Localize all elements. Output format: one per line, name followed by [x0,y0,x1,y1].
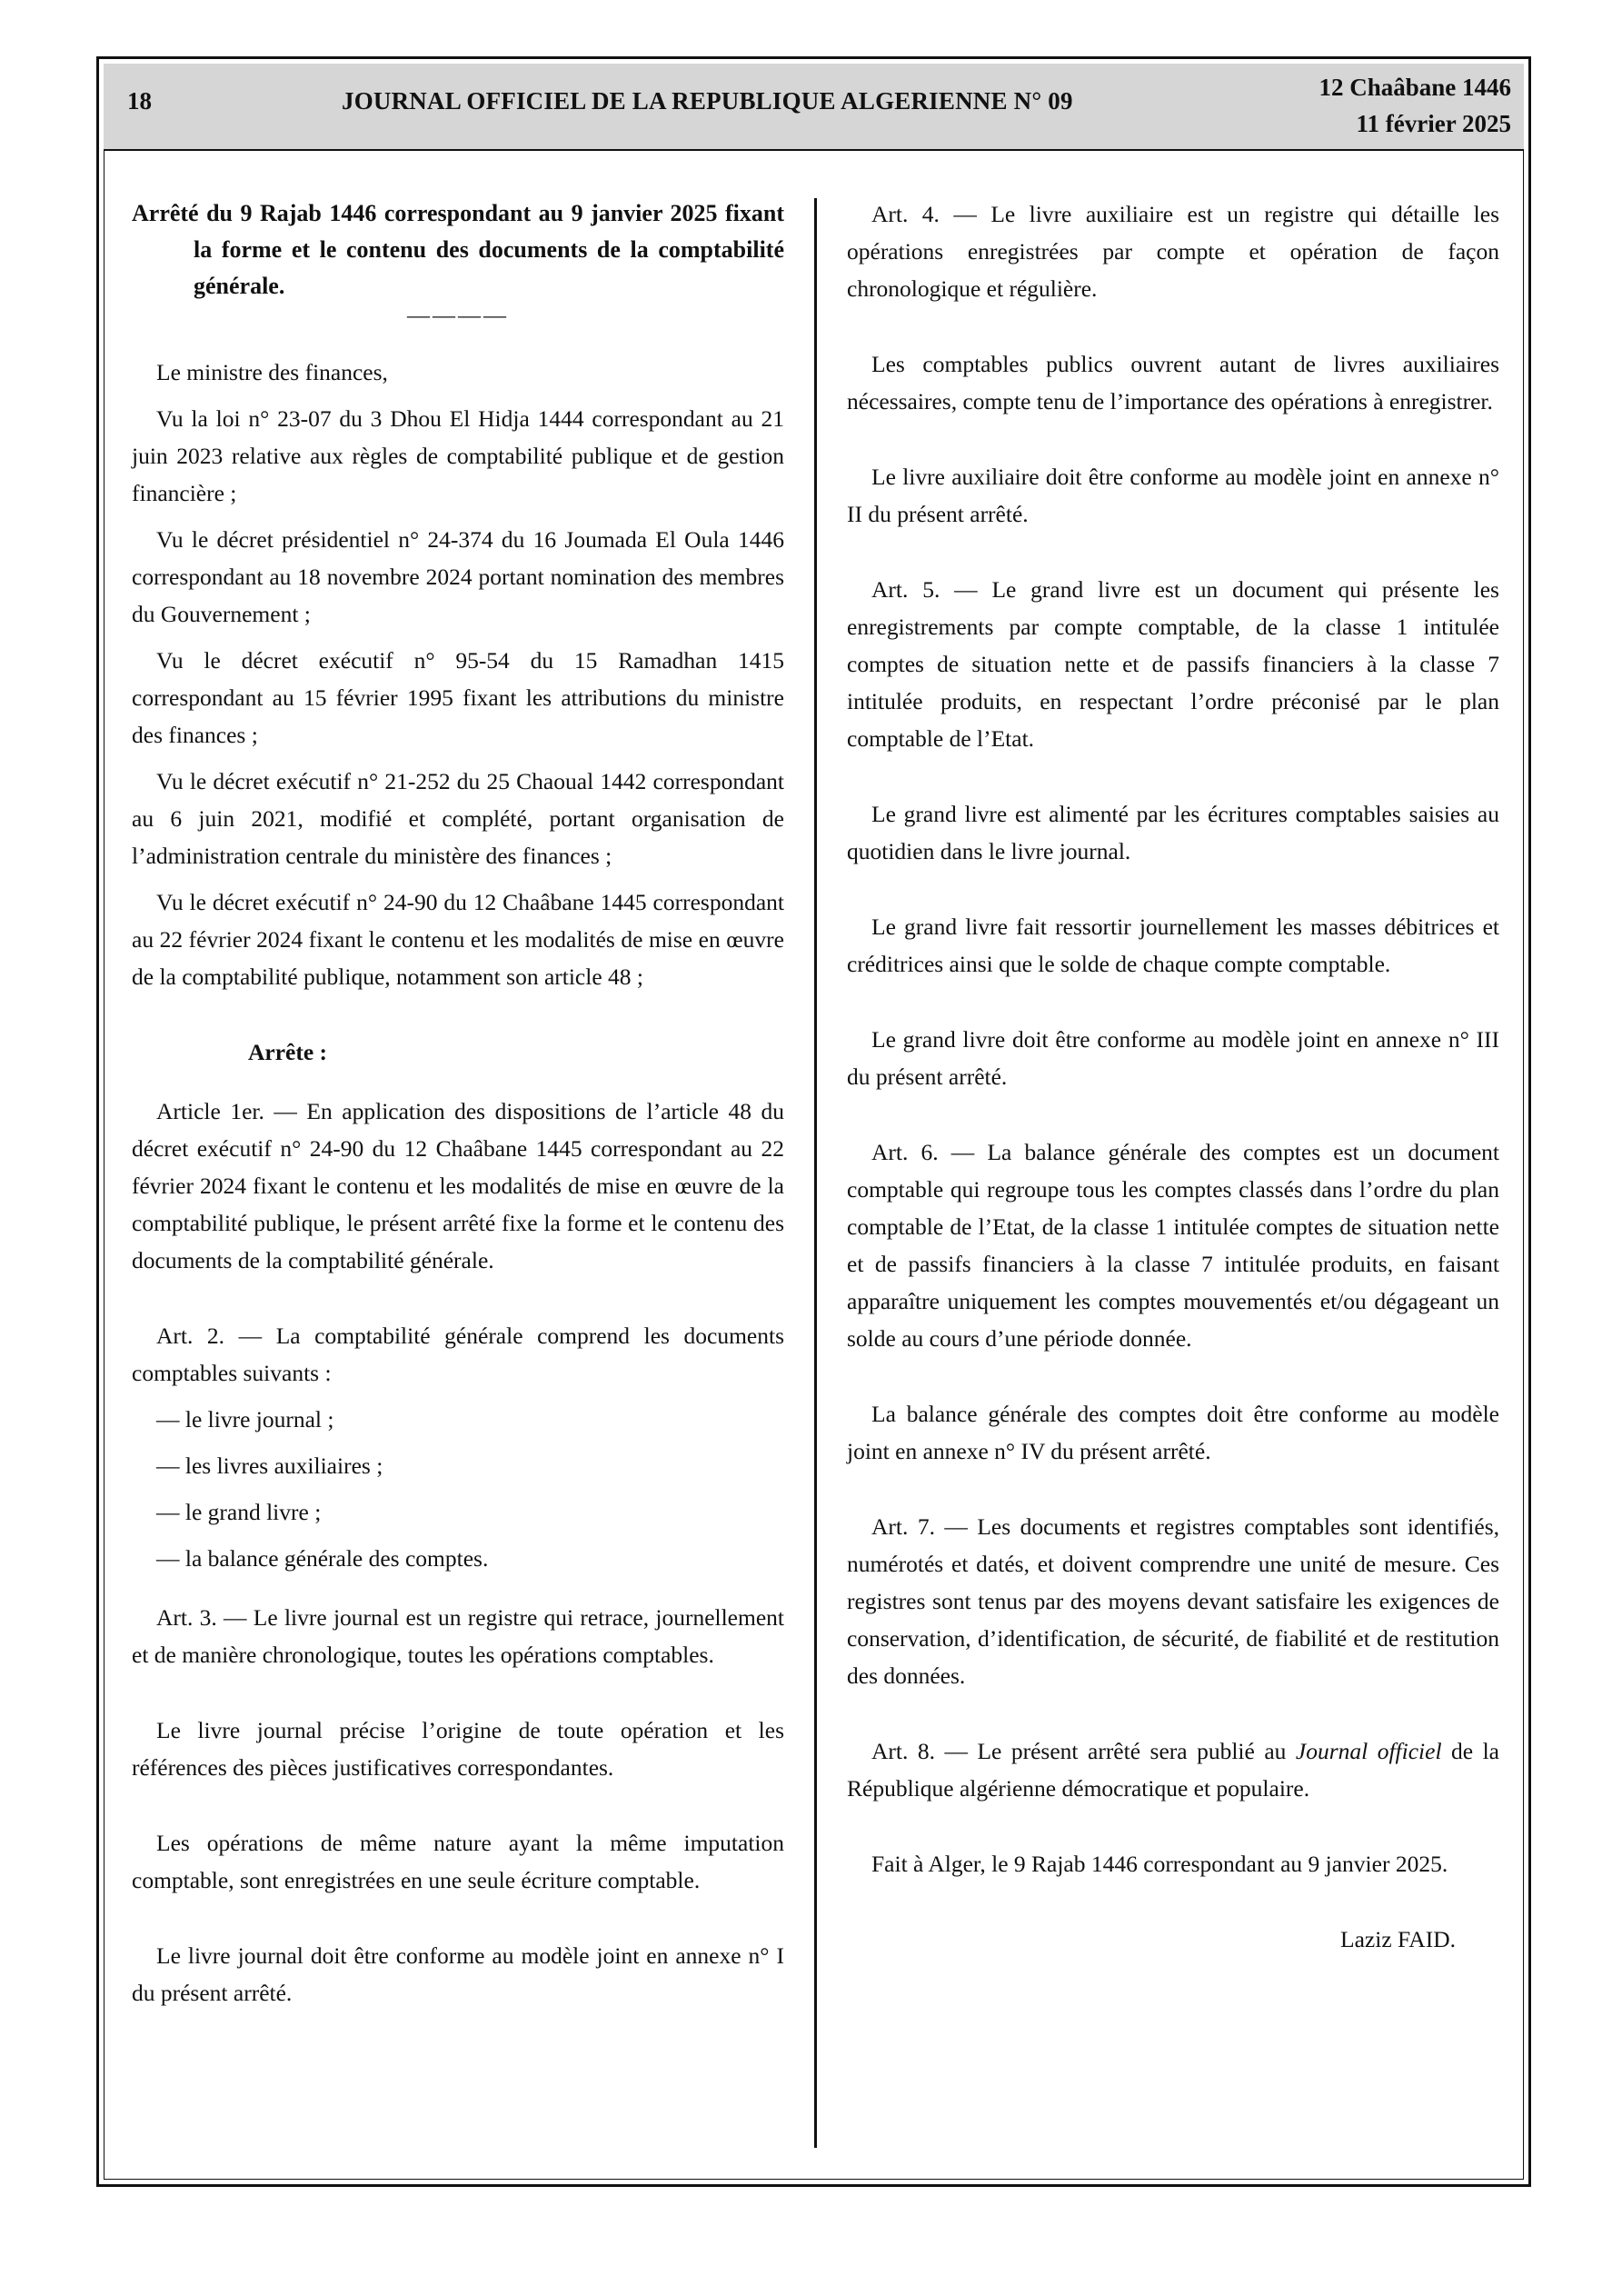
title-separator: ———— [407,304,509,328]
article-6: Art. 6. — La balance générale des comptes est un document comptable qui regroupe tous les comptes classés dans l’ordre du plan comptable de l’Etat, de la classe 1 intitulée comptes de situation nette et de passifs financiers à la classe 7 intitulée produits, en faisant apparaître uniquement les comptes mouvementés et/ou dégageant un solde au cours d’une période donnée. [847,1139,1499,1352]
list-item: — les livres auxiliaires ; [156,1452,383,1479]
article-3-paragraph-2: Le livre journal précise l’origine de toute opération et les références des pièces justificatives correspondantes. [132,1717,784,1781]
article-5: Art. 5. — Le grand livre est un document qui présente les enregistrements par compte comptable, de la classe 1 intitulée comptes de situation nette et de passifs financiers à la classe 7 intitulée produits, en respectant l’ordre préconisé par le plan comptable de l’Etat. [847,576,1499,752]
article-4-paragraph-2: Les comptables publics ouvrent autant de livres auxiliaires nécessaires, compte tenu de l’importance des opérations à enregistrer. [847,351,1499,414]
done-at-line: Fait à Alger, le 9 Rajab 1446 correspondant au 9 janvier 2025. [871,1851,1448,1877]
list-item: — le livre journal ; [156,1406,334,1433]
journal-title: JOURNAL OFFICIEL DE LA REPUBLIQUE ALGERIENNE N° 09 [342,87,1073,115]
signature: Laziz FAID. [1340,1926,1456,1952]
issue-date-gregorian: 11 février 2025 [1356,110,1511,137]
article-8-text-a: Art. 8. — Le présent arrêté sera publié au [871,1738,1296,1764]
article-3-paragraph-3: Les opérations de même nature ayant la même imputation comptable, sont enregistrées en une seule écriture comptable. [132,1830,784,1893]
article-1: Article 1er. — En application des dispositions de l’article 48 du décret exécutif n° 24-90 du 12 Chaâbane 1445 correspondant au 22 février 2024 fixant le contenu et les modalités de mise en œuvre de la comptabilité publique, le présent arrêté fixe la forme et le contenu des documents de la comptabilité générale. [132,1098,784,1273]
article-5-paragraph-2: Le grand livre est alimenté par les écritures comptables saisies au quotidien dans le livre journal. [847,801,1499,864]
article-7: Art. 7. — Les documents et registres comptables sont identifiés, numérotés et datés, et doivent comprendre une unité de mesure. Ces registres sont tenus par des moyens devant satisfaire les exigences de conservation, d’identification, de sécurité, de fiabilité et de restitution des données. [847,1513,1499,1689]
vu-paragraph-2: Vu le décret présidentiel n° 24-374 du 16 Joumada El Oula 1446 correspondant au 18 novembre 2024 portant nomination des membres du Gouvernement ; [132,526,784,627]
journal-officiel-italic: Journal officiel [1295,1738,1442,1764]
article-3-paragraph-4: Le livre journal doit être conforme au modèle joint en annexe n° I du présent arrêté. [132,1942,784,2006]
article-5-paragraph-4: Le grand livre doit être conforme au modèle joint en annexe n° III du présent arrêté. [847,1026,1499,1090]
document-list [132,1401,784,1577]
list-item: — le grand livre ; [156,1499,322,1525]
decree-title: Arrêté du 9 Rajab 1446 correspondant au 9 janvier 2025 fixant la forme et le contenu des documents de la comptabilité générale. [132,200,784,299]
article-4-paragraph-3: Le livre auxiliaire doit être conforme au modèle joint en annexe n° II du présent arrêté. [847,464,1499,527]
arrete-heading: Arrête : [248,1039,328,1065]
article-8-text-b: de la République algérienne démocratique et populaire. [847,1738,1499,1802]
article-6-paragraph-2: La balance générale des comptes doit être conforme au modèle joint en annexe n° IV du présent arrêté. [847,1401,1499,1464]
vu-paragraph-1: Vu la loi n° 23-07 du 3 Dhou El Hidja 1444 correspondant au 21 juin 2023 relative aux règles de comptabilité publique et de gestion financière ; [132,405,784,506]
vu-paragraph-5: Vu le décret exécutif n° 24-90 du 12 Chaâbane 1445 correspondant au 22 février 2024 fixant le contenu et les modalités de mise en œuvre de la comptabilité publique, notamment son article 48 ; [132,889,784,990]
article-4: Art. 4. — Le livre auxiliaire est un registre qui détaille les opérations enregistrées par compte et opération de façon chronologique et régulière. [847,201,1499,302]
column-divider [814,198,817,2148]
vu-paragraph-4: Vu le décret exécutif n° 21-252 du 25 Chaoual 1442 correspondant au 6 juin 2021, modifié et complété, portant organisation de l’administration centrale du ministère des finances ; [132,768,784,869]
right-column [847,195,1499,1958]
page-number: 18 [127,87,152,115]
minister-line: Le ministre des finances, [156,359,388,385]
left-column [132,195,784,2011]
article-8 [847,1732,1499,1807]
issue-date-hijri: 12 Chaâbane 1446 [1318,74,1511,101]
article-5-paragraph-3: Le grand livre fait ressortir journellement les masses débitrices et créditrices ainsi que le solde de chaque compte comptable. [847,913,1499,977]
article-2: Art. 2. — La comptabilité générale comprend les documents comptables suivants : [132,1323,784,1386]
issue-date [1318,69,1511,142]
article-3: Art. 3. — Le livre journal est un registre qui retrace, journellement et de manière chronologique, toutes les opérations comptables. [132,1604,784,1668]
journal-header [104,64,1524,151]
vu-paragraph-3: Vu le décret exécutif n° 95-54 du 15 Ramadhan 1415 correspondant au 15 février 1995 fixant les attributions du ministre des finances ; [132,647,784,748]
list-item: — la balance générale des comptes. [156,1545,489,1572]
